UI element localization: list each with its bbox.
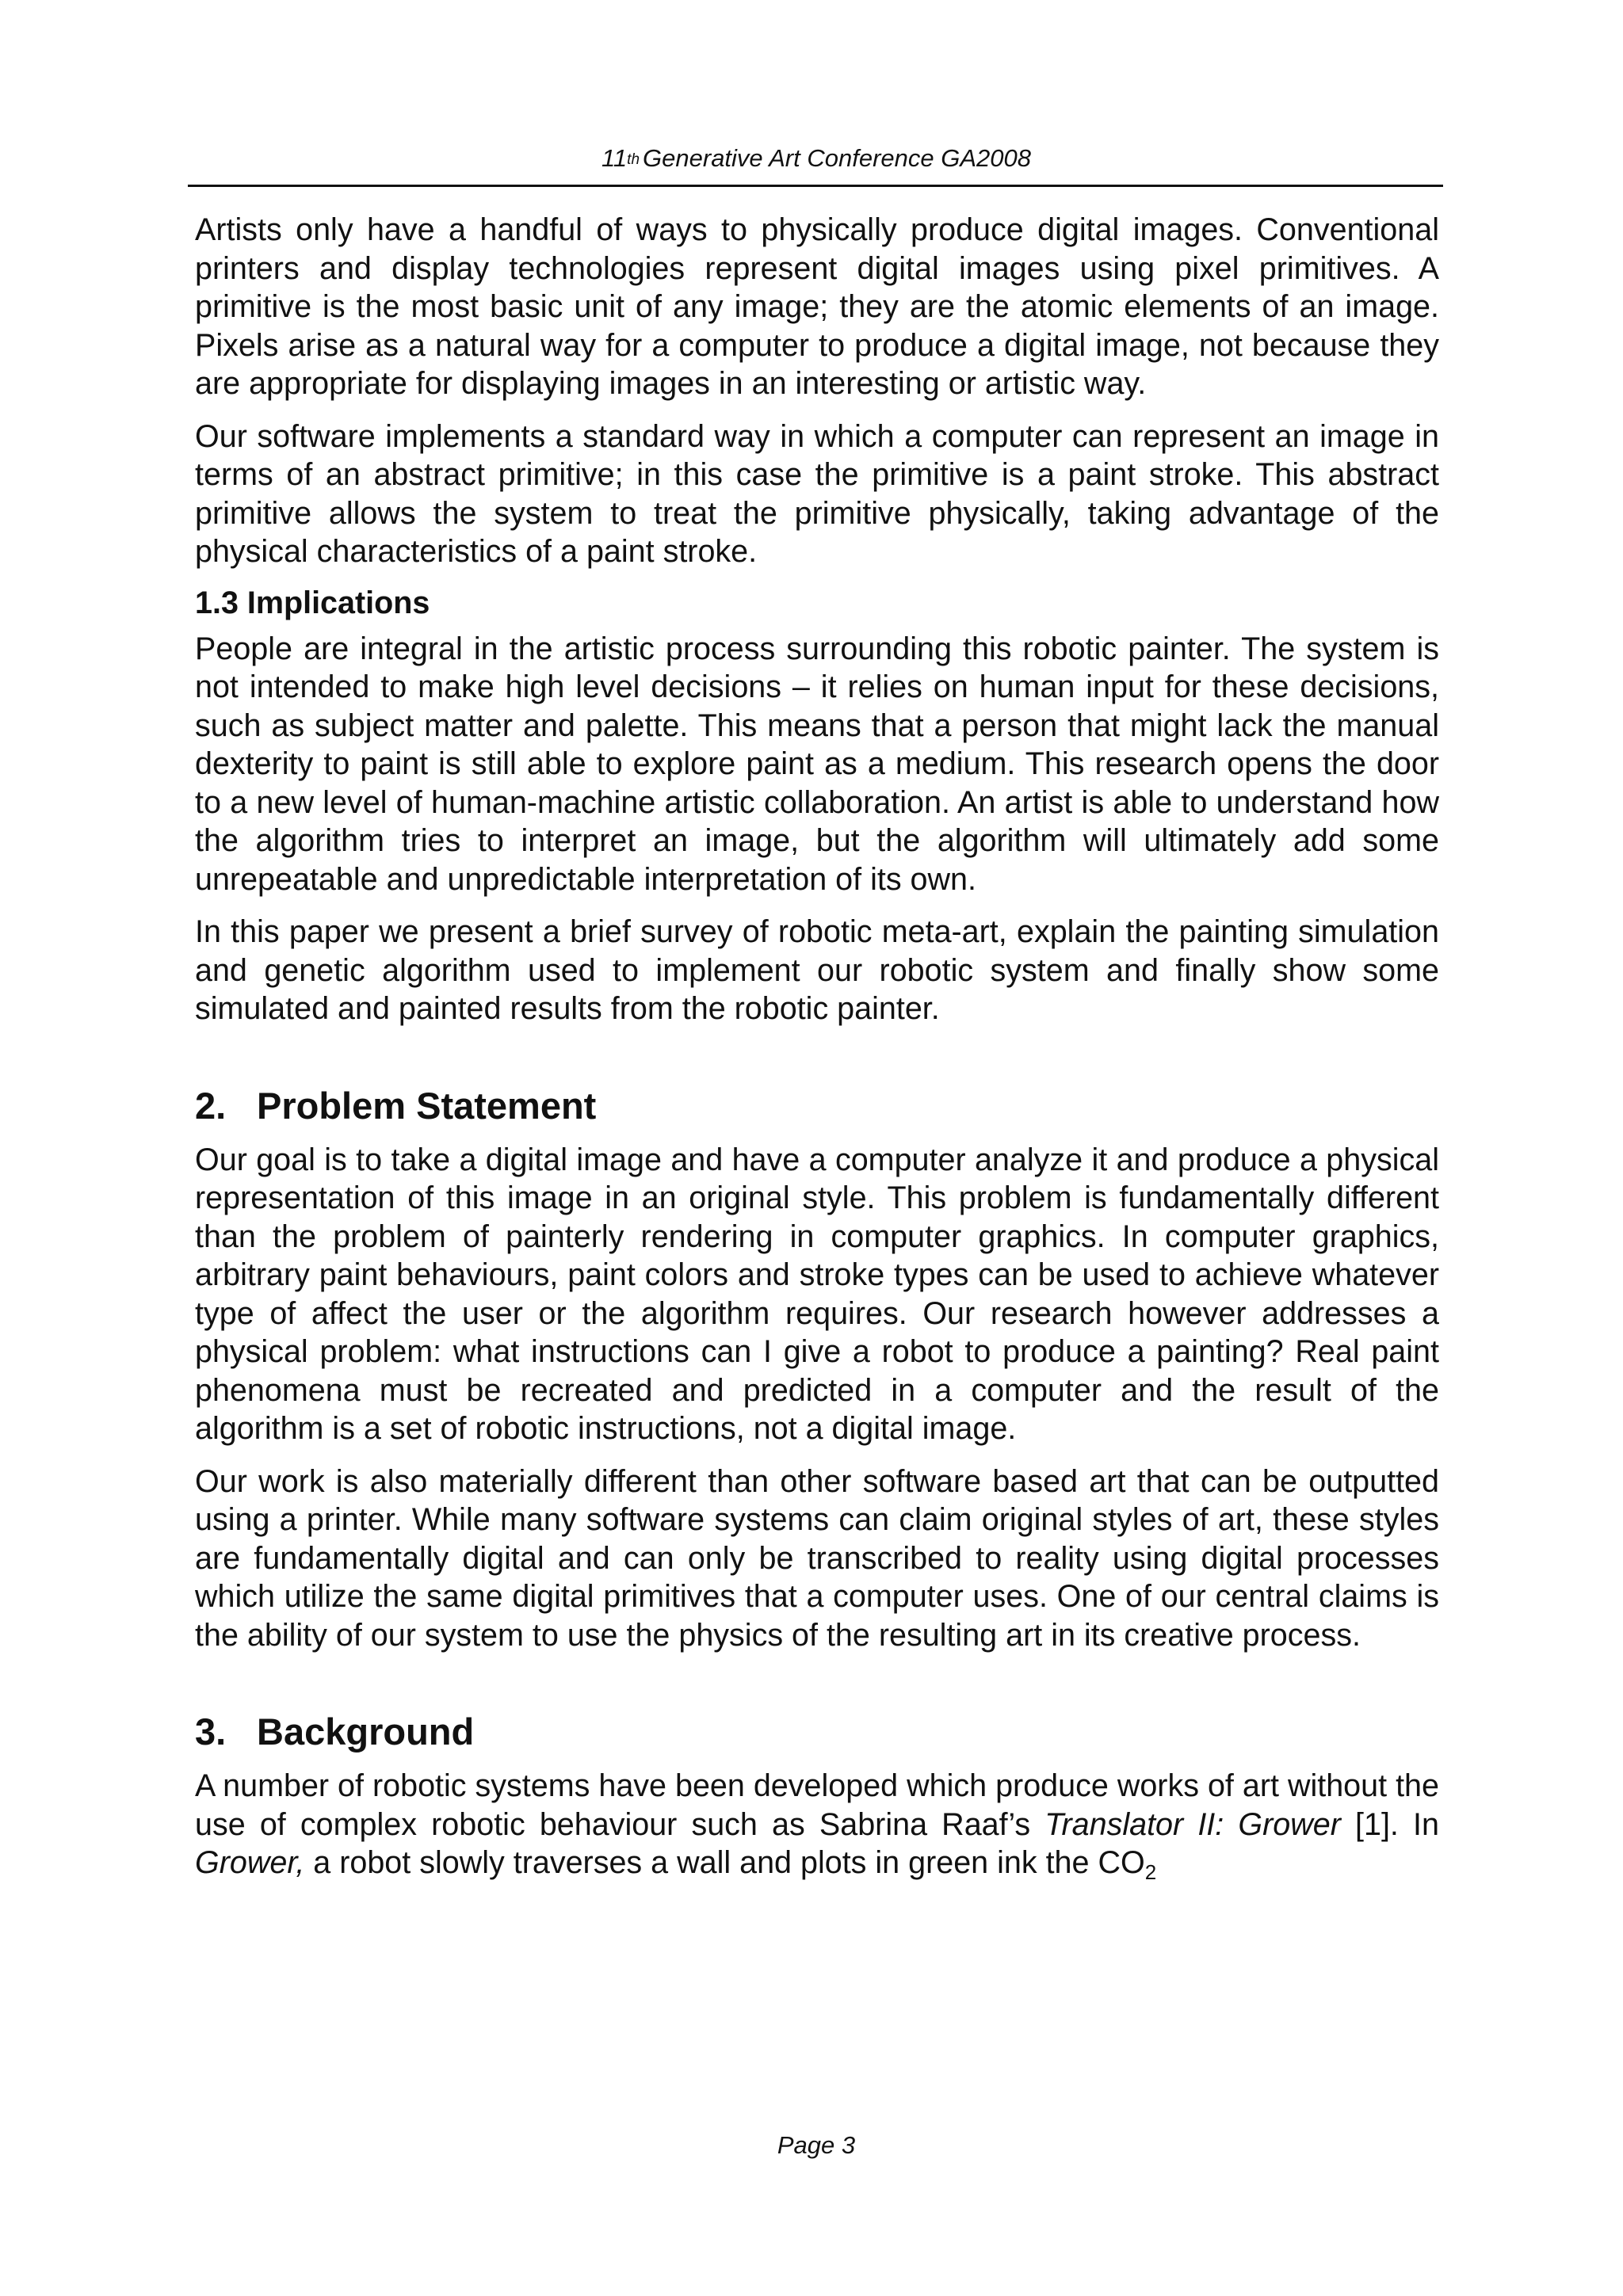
header-conference-number: 11 xyxy=(601,144,628,172)
intro-paragraph-2: Our software implements a standard way in which a computer can represent an image in terms of an abstract primitive; in this case the primitive is a paint stroke. This abstract primitive allows the system to treat the primitive physically, taking advantage of the physical characteristics of a paint stroke. xyxy=(195,418,1439,569)
background-text-b: [1]. In xyxy=(1340,1806,1439,1842)
section-3-heading xyxy=(195,1711,1439,1753)
section-3-number: 3. xyxy=(195,1711,227,1753)
header-conference-name: Generative Art Conference GA2008 xyxy=(643,144,1031,172)
background-text-a: A number of robotic systems have been developed which produce works of art without the use of complex robotic behaviour such as Sabrina Raaf’s xyxy=(195,1768,1439,1842)
intro-paragraph-1: Artists only have a handful of ways to physically produce digital images. Conventional printers and display technologies represent digital images using pixel primitives. A primitive is the most basic unit of any image; they are the atomic elements of an image. Pixels arise as a natural way for a computer to produce a digital image, not because they are appropriate for displaying images in an interesting or artistic way. xyxy=(195,212,1439,401)
section-1-3-heading: 1.3 Implications xyxy=(195,585,430,620)
running-header xyxy=(190,143,1442,178)
work-title-translator: Translator II: Grower xyxy=(1044,1806,1341,1842)
implications-paragraph-1: People are integral in the artistic process surrounding this robotic painter. The system is not intended to make high level decisions – it relies on human input for these decisions, such as subject matter and palette. This means that a person that might lack the manual dexterity to paint is still able to explore paint as a medium. This research opens the door to a new level of human-machine artistic collaboration. An artist is able to understand how the algorithm tries to interpret an image, but the algorithm will ultimately add some unrepeatable and unpredictable interpretation of its own. xyxy=(195,631,1439,897)
section-2-heading xyxy=(195,1085,1439,1127)
header-rule xyxy=(188,185,1443,187)
co2-subscript: 2 xyxy=(1144,1860,1157,1884)
header-ordinal-suffix: th xyxy=(627,151,640,168)
problem-paragraph-1: Our goal is to take a digital image and have a computer analyze it and produce a physical representation of this image in an original style. This problem is fundamentally different than the problem of painterly rendering in computer graphics. In computer graphics, arbitrary paint behaviours, paint colors and stroke types can be used to achieve whatever type of affect the user or the algorithm requires. Our research however addresses a physical problem: what instructions can I give a robot to produce a painting? Real paint phenomena must be recreated and predicted in a computer and the result of the algorithm is a set of robotic instructions, not a digital image. xyxy=(195,1142,1439,1446)
page-number: Page 3 xyxy=(777,2131,856,2159)
page-body xyxy=(195,211,1439,1886)
section-2-title: Problem Statement xyxy=(257,1084,597,1127)
work-title-grower: Grower, xyxy=(195,1845,305,1880)
section-2-number: 2. xyxy=(195,1084,227,1127)
background-text-c: a robot slowly traverses a wall and plots in green ink the CO xyxy=(304,1845,1145,1880)
background-paragraph-1 xyxy=(195,1767,1439,1886)
implications-paragraph-2: In this paper we present a brief survey of robotic meta-art, explain the painting simulation and genetic algorithm used to implement our robotic system and finally show some simulated and painted results from the robotic painter. xyxy=(195,914,1439,1026)
section-3-title: Background xyxy=(257,1711,475,1753)
problem-paragraph-2: Our work is also materially different than other software based art that can be outputted using a printer. While many software systems can claim original styles of art, these styles are fundamentally digital and can only be transcribed to reality using digital processes which utilize the same digital primitives that a computer uses. One of our central claims is the ability of our system to use the physics of the resulting art in its creative process. xyxy=(195,1463,1439,1653)
